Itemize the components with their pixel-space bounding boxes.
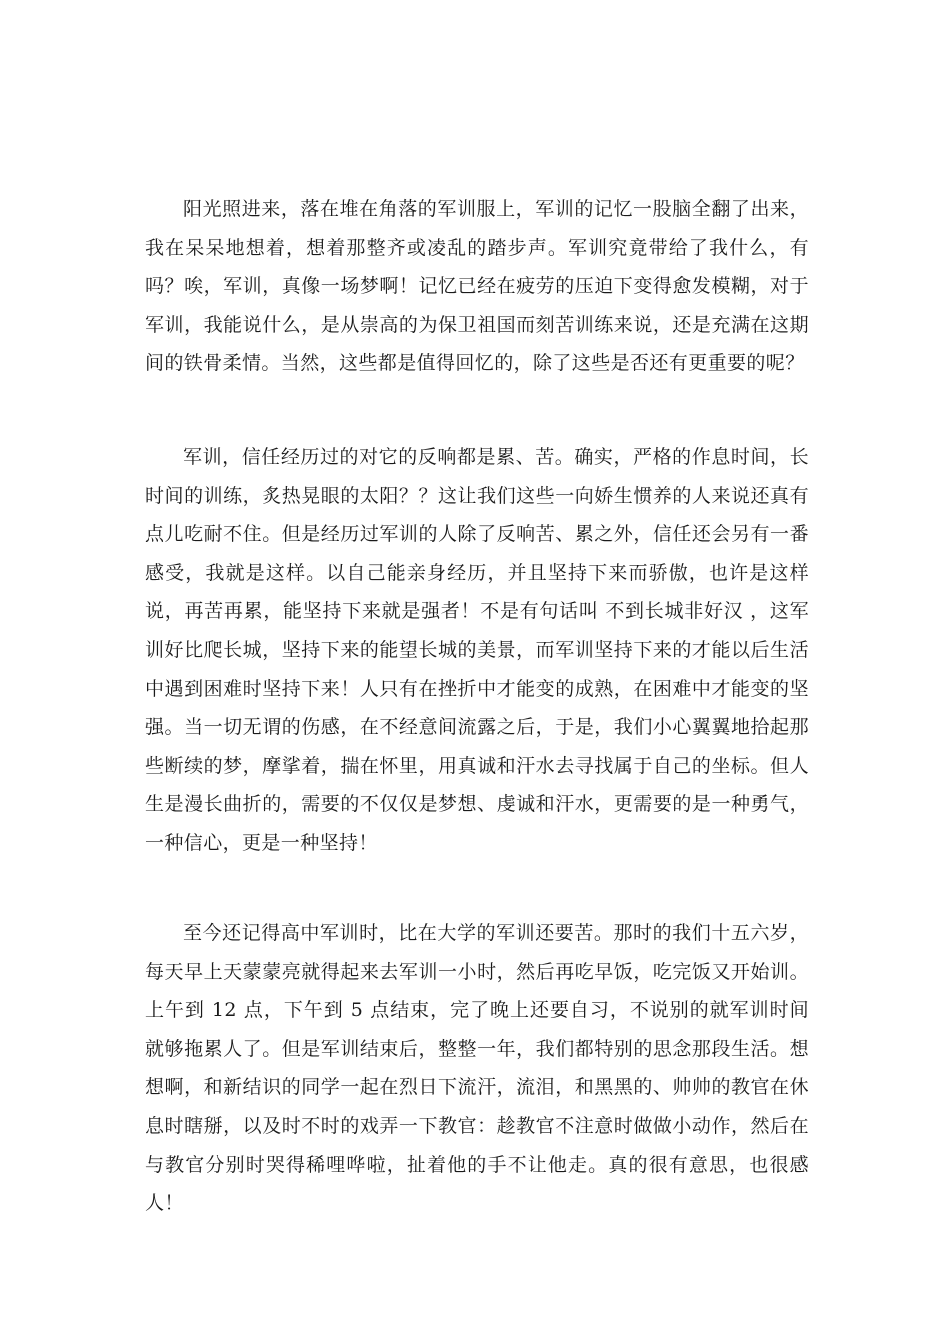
paragraph-3: 至今还记得高中军训时，比在大学的军训还要苦。那时的我们十五六岁，每天早上天蒙蒙亮就得起来去军训一小时，然后再吃早饭，吃完饭又开始训。上午到 12 点，下午到 5 点结束，完了晚上还要自习，不说别的就军训时间就够拖累人了。但是军训结束后，整整一年，我们都特别的思念那段生活。想想啊，和新结识的同学一起在烈日下流汗，流泪，和黑黑的、帅帅的教官在休息时瞎掰，以及时不时的戏弄一下教官：趁教官不注意时做做小动作，然后在与教官分别时哭得稀哩哗啦，扯着他的手不让他走。真的很有意思，也很感人！ [145,922,809,1215]
paragraph-1: 阳光照进来，落在堆在角落的军训服上，军训的记忆一股脑全翻了出来，我在呆呆地想着，想着那整齐或凌乱的踏步声。军训究竟带给了我什么，有吗？唉，军训，真像一场梦啊！记忆已经在疲劳的压迫下变得愈发模糊，对于军训，我能说什么，是从崇高的为保卫祖国而刻苦训练来说，还是充满在这期间的铁骨柔情。当然，这些都是值得回忆的，除了这些是否还有更重要的呢？ [145,198,809,375]
paragraph-2: 军训，信任经历过的对它的反响都是累、苦。确实，严格的作息时间，长时间的训练，炙热晃眼的太阳？？这让我们这些一向娇生惯养的人来说还真有点儿吃耐不住。但是经历过军训的人除了反响苦、累之外，信任还会另有一番感受，我就是这样。以自己能亲身经历，并且坚持下来而骄傲，也许是这样说，再苦再累，能坚持下来就是强者！不是有句话叫 不到长城非好汉 ，这军训好比爬长城，坚持下来的能望长城的美景，而军训坚持下来的才能以后生活中遇到困难时坚持下来！人只有在挫折中才能变的成熟，在困难中才能变的坚强。当一切无谓的伤感，在不经意间流露之后，于是，我们小心翼翼地拾起那些断续的梦，摩挲着，揣在怀里，用真诚和汗水去寻找属于自己的坐标。但人生是漫长曲折的，需要的不仅仅是梦想、虔诚和汗水，更需要的是一种勇气，一种信心，更是一种坚持！ [145,446,809,854]
